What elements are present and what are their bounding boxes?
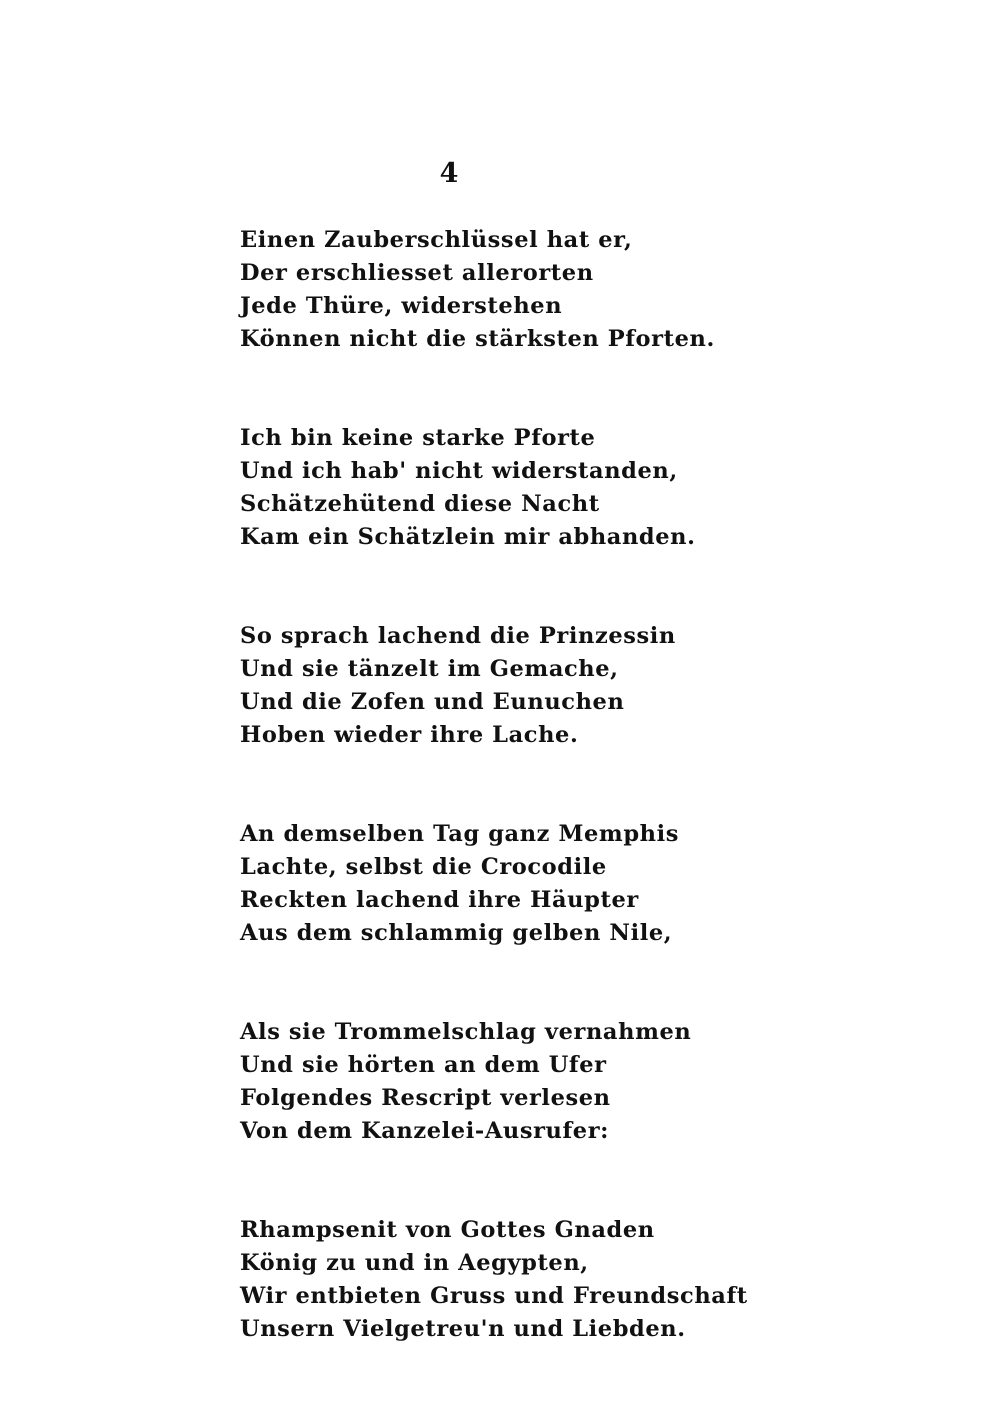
poem-line: Reckten lachend ihre Häupter	[240, 887, 639, 913]
poem-line: Jede Thüre, widerstehen	[240, 293, 563, 319]
poem-line: Der erschliesset allerorten	[240, 260, 594, 286]
poem-line: Folgendes Rescript verlesen	[240, 1085, 611, 1111]
stanza-3	[240, 620, 760, 752]
poem-line: König zu und in Aegypten,	[240, 1250, 589, 1276]
poem-line: Lachte, selbst die Crocodile	[240, 854, 607, 880]
poem	[240, 224, 760, 1412]
poem-line: Und ich hab' nicht widerstanden,	[240, 458, 678, 484]
poem-line: Und sie tänzelt im Gemache,	[240, 656, 619, 682]
poem-line: Schätzehütend diese Nacht	[240, 491, 600, 517]
poem-line: An demselben Tag ganz Memphis	[240, 821, 680, 847]
poem-line: Kam ein Schätzlein mir abhanden.	[240, 524, 696, 550]
poem-line: Aus dem schlammig gelben Nile,	[240, 920, 673, 946]
stanza-6	[240, 1214, 760, 1346]
poem-line: Können nicht die stärksten Pforten.	[240, 326, 715, 352]
poem-line: Ich bin keine starke Pforte	[240, 425, 596, 451]
poem-line: Rhampsenit von Gottes Gnaden	[240, 1217, 655, 1243]
poem-line: Wir entbieten Gruss und Freundschaft	[240, 1283, 748, 1309]
poem-line: Und die Zofen und Eunuchen	[240, 689, 625, 715]
poem-line: So sprach lachend die Prinzessin	[240, 623, 676, 649]
stanza-4	[240, 818, 760, 950]
poem-line: Als sie Trommelschlag vernahmen	[240, 1019, 692, 1045]
poem-line: Und sie hörten an dem Ufer	[240, 1052, 607, 1078]
poem-line: Von dem Kanzelei-Ausrufer:	[240, 1118, 610, 1144]
stanza-5	[240, 1016, 760, 1148]
poem-line: Einen Zauberschlüssel hat er,	[240, 227, 633, 253]
poem-line: Unsern Vielgetreu'n und Liebden.	[240, 1316, 686, 1342]
page-number: 4	[439, 158, 459, 189]
stanza-1	[240, 224, 760, 356]
poem-line: Hoben wieder ihre Lache.	[240, 722, 579, 748]
stanza-2	[240, 422, 760, 554]
